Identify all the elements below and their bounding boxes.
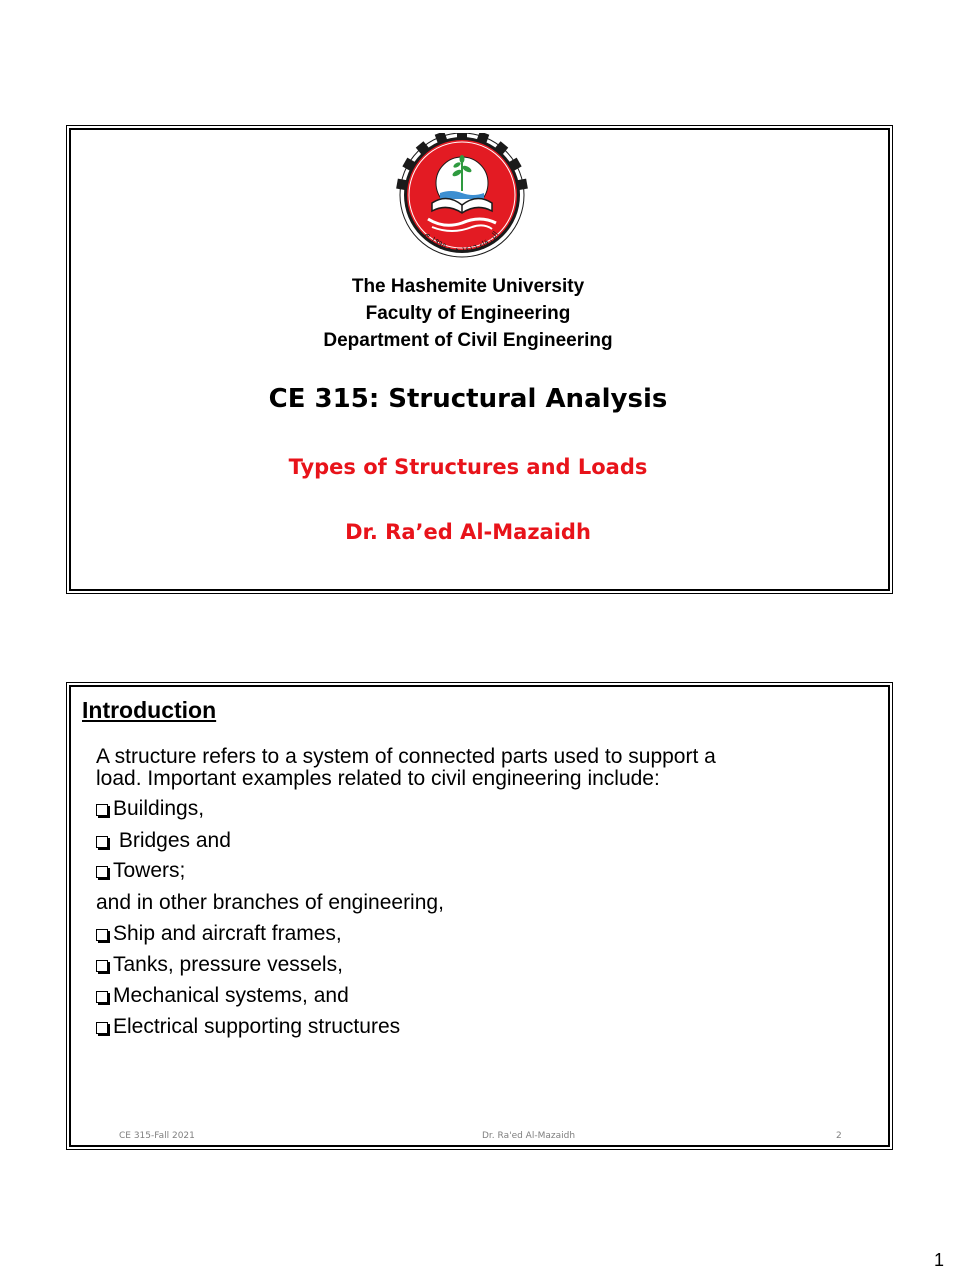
list-item bbox=[96, 859, 185, 883]
list-item bbox=[96, 1015, 400, 1039]
lecture-topic: Types of Structures and Loads bbox=[288, 455, 648, 479]
slide-heading: Introduction bbox=[82, 697, 217, 723]
list-item-text: Ship and aircraft frames, bbox=[113, 922, 342, 945]
faculty-name: Faculty of Engineering bbox=[365, 303, 571, 324]
footer-author: Dr. Ra'ed Al-Mazaidh bbox=[482, 1131, 576, 1141]
footer-slide-number: 2 bbox=[836, 1131, 842, 1141]
intro-paragraph-line-2: load. Important examples related to civil engineering include: bbox=[96, 767, 660, 790]
checkbox-square-icon bbox=[96, 929, 108, 941]
university-seal-icon bbox=[392, 133, 532, 265]
author-name: Dr. Ra’ed Al-Mazaidh bbox=[345, 520, 591, 544]
department-name: Department of Civil Engineering bbox=[323, 330, 613, 351]
list-item-text: Bridges and bbox=[113, 829, 231, 852]
checkbox-square-icon bbox=[96, 866, 108, 878]
footer-course: CE 315-Fall 2021 bbox=[119, 1131, 195, 1141]
intro-paragraph-line-1: A structure refers to a system of connected parts used to support a bbox=[96, 745, 716, 768]
list-item bbox=[96, 829, 231, 853]
checkbox-square-icon bbox=[96, 991, 108, 1003]
page-number: 1 bbox=[933, 1250, 944, 1270]
list-item-text: Electrical supporting structures bbox=[113, 1015, 401, 1038]
svg-text:الزرقاء ١٤١٦ هـ - ١٩٩٥ م: الزرقاء ١٤١٦ هـ - ١٩٩٥ م bbox=[423, 229, 501, 255]
checkbox-square-icon bbox=[96, 1022, 108, 1034]
list-item bbox=[96, 797, 204, 821]
checkbox-square-icon bbox=[96, 836, 108, 848]
checkbox-square-icon bbox=[96, 960, 108, 972]
list-item bbox=[96, 953, 343, 977]
list-item-text: Towers; bbox=[113, 859, 186, 882]
checkbox-square-icon bbox=[96, 804, 108, 816]
course-title: CE 315: Structural Analysis bbox=[268, 384, 668, 414]
university-name: The Hashemite University bbox=[351, 276, 585, 297]
list-item-text: Mechanical systems, and bbox=[113, 984, 349, 1007]
list-item bbox=[96, 984, 349, 1008]
list-item-text: Tanks, pressure vessels, bbox=[113, 953, 343, 976]
list-item-text: Buildings, bbox=[113, 797, 205, 820]
list-item bbox=[96, 922, 342, 946]
transition-text: and in other branches of engineering, bbox=[96, 891, 444, 914]
